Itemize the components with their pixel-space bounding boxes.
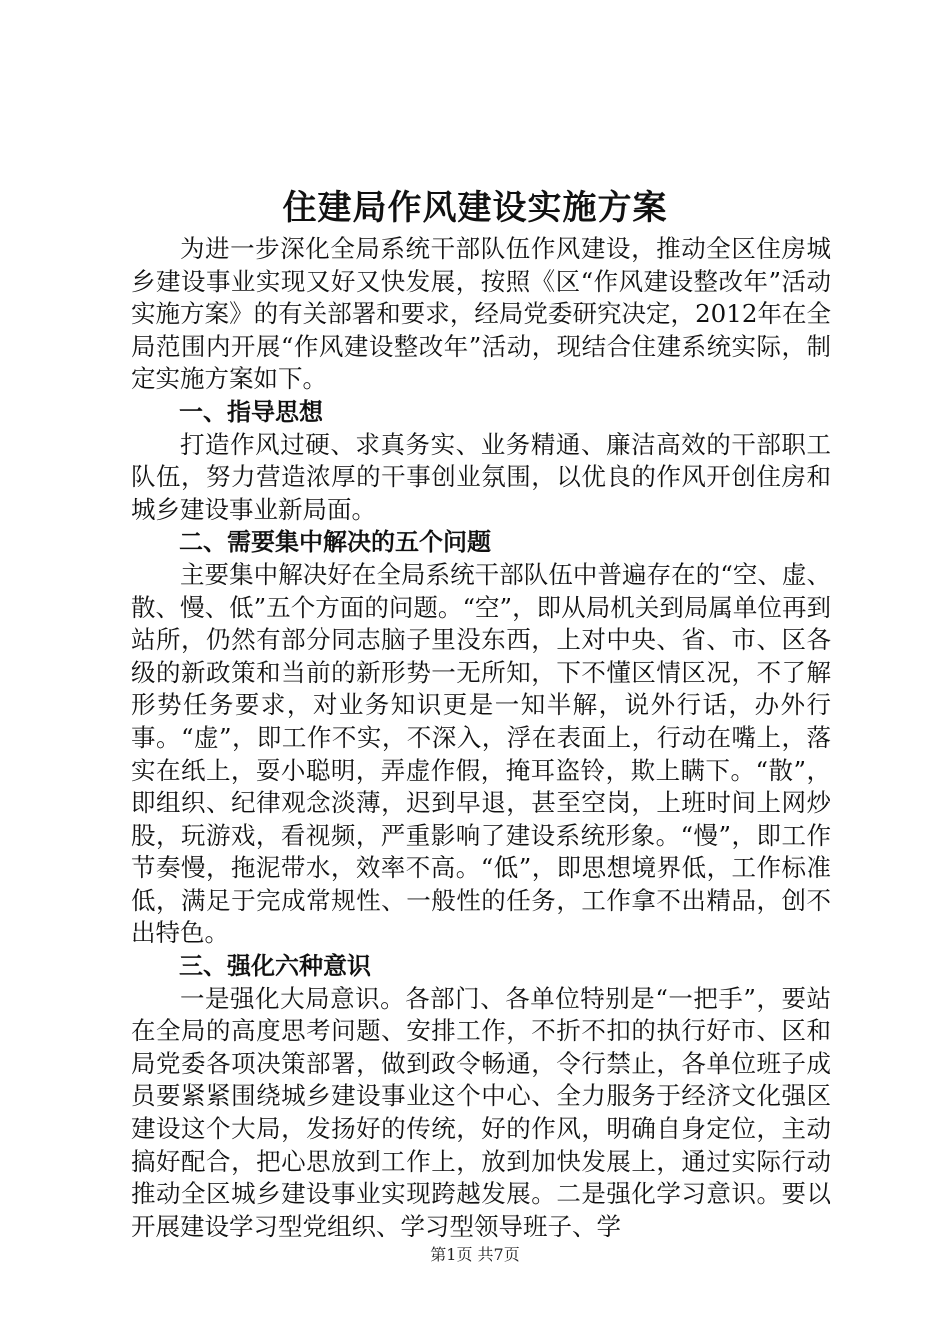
intro-paragraph: 为进一步深化全局系统干部队伍作风建设，推动全区住房城乡建设事业实现又好又快发展，按照《区“作风建设整改年”活动实施方案》的有关部署和要求，经局党委研究决定，2012年在全局范围内开展“作风建设整改年”活动，现结合住建系统实际，制定实施方案如下。 <box>131 234 831 394</box>
section-paragraph-five-problems: 主要集中解决好在全局系统干部队伍中普遍存在的“空、虚、散、慢、低”五个方面的问题。“空”，即从局机关到局属单位再到站所，仍然有部分同志脑子里没东西，上对中央、省、市、区各级的新政策和当前的新形势一无所知，下不懂区情区况，不了解形势任务要求，对业务知识更是一知半解，说外行话，办外行事。“虚”，即工作不实，不深入，浮在表面上，行动在嘴上，落实在纸上，耍小聪明，弄虚作假，掩耳盗铃，欺上瞒下。“散”，即组织、纪律观念淡薄，迟到早退，甚至空岗，上班时间上网炒股，玩游戏，看视频，严重影响了建设系统形象。“慢”，即工作节奏慢，拖泥带水，效率不高。“低”，即思想境界低，工作标准低，满足于完成常规性、一般性的任务，工作拿不出精品，创不出特色。 <box>131 559 831 948</box>
section-paragraph-six-awareness: 一是强化大局意识。各部门、各单位特别是“一把手”，要站在全局的高度思考问题、安排工作，不折不扣的执行好市、区和局党委各项决策部署，做到政令畅通，令行禁止，各单位班子成员要紧紧围绕城乡建设事业这个中心、全力服务于经济文化强区建设这个大局，发扬好的传统，好的作风，明确自身定位，主动搞好配合，把心思放到工作上，放到加快发展上，通过实际行动推动全区城乡建设事业实现跨越发展。二是强化学习意识。要以开展建设学习型党组织、学习型领导班子、学 <box>131 983 831 1241</box>
section-heading-five-problems: 二、需要集中解决的五个问题 <box>179 528 491 557</box>
section-heading-guiding-ideology: 一、指导思想 <box>179 397 323 426</box>
section-heading-six-awareness: 三、强化六种意识 <box>179 952 371 981</box>
page-footer: 第1页 共7页 <box>430 1245 520 1264</box>
section-paragraph-guiding-ideology: 打造作风过硬、求真务实、业务精通、廉洁高效的干部职工队伍，努力营造浓厚的干事创业氛围，以优良的作风开创住房和城乡建设事业新局面。 <box>131 429 831 524</box>
document-title: 住建局作风建设实施方案 <box>282 188 668 228</box>
document-body <box>131 233 831 1243</box>
